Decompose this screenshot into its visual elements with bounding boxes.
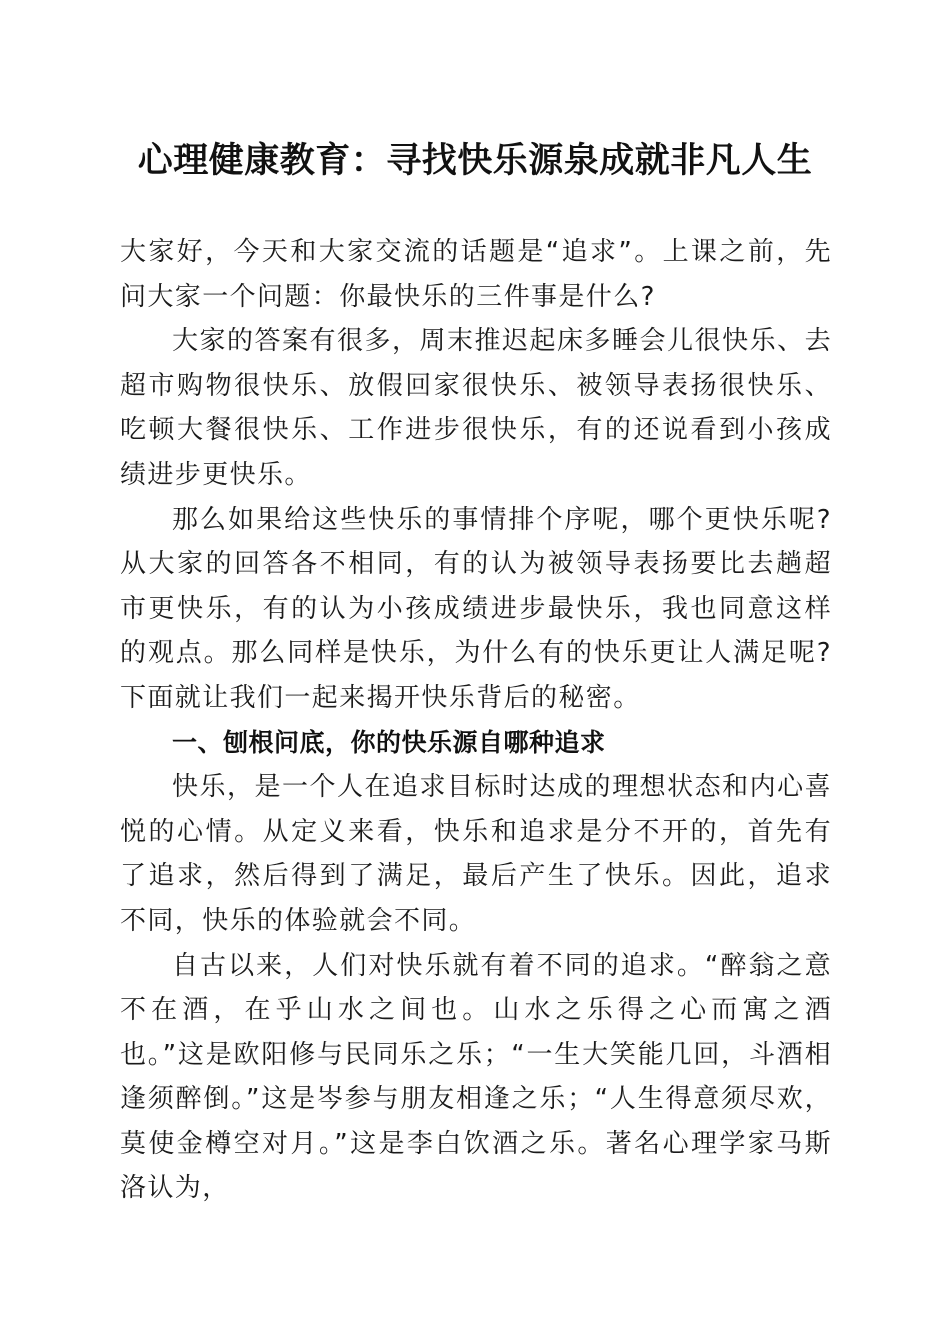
document-body [120,230,832,1211]
paragraph-ranking: 那么如果给这些快乐的事情排个序呢，哪个更快乐呢?从大家的回答各不相同，有的认为被领导表扬要比去趟超市更快乐，有的认为小孩成绩进步最快乐，我也同意这样的观点。那么同样是快乐，为什么有的快乐更让人满足呢?下面就让我们一起来揭开快乐背后的秘密。 [120,504,832,713]
section-heading-1: 一、刨根问底，你的快乐源自哪种追求 [172,727,606,757]
document-title: 心理健康教育：寻找快乐源泉成就非凡人生 [137,140,813,181]
paragraph-history: 自古以来，人们对快乐就有着不同的追求。“醉翁之意不在酒，在乎山水之间也。山水之乐得之心而寓之酒也。”这是欧阳修与民同乐之乐；“一生大笑能几回，斗酒相逢须醉倒。”这是岑参与朋友相逢之乐；“人生得意须尽欢，莫使金樽空对月。”这是李白饮酒之乐。著名心理学家马斯洛认为， [120,950,832,1204]
paragraph-definition: 快乐，是一个人在追求目标时达成的理想状态和内心喜悦的心情。从定义来看，快乐和追求是分不开的，首先有了追求，然后得到了满足，最后产生了快乐。因此，追求不同，快乐的体验就会不同。 [120,772,832,936]
paragraph-answers: 大家的答案有很多，周末推迟起床多睡会儿很快乐、去超市购物很快乐、放假回家很快乐、被领导表扬很快乐、吃顿大餐很快乐、工作进步很快乐，有的还说看到小孩成绩进步更快乐。 [120,326,832,490]
paragraph-intro: 大家好，今天和大家交流的话题是“追求”。上课之前，先问大家一个问题：你最快乐的三件事是什么? [120,237,832,312]
